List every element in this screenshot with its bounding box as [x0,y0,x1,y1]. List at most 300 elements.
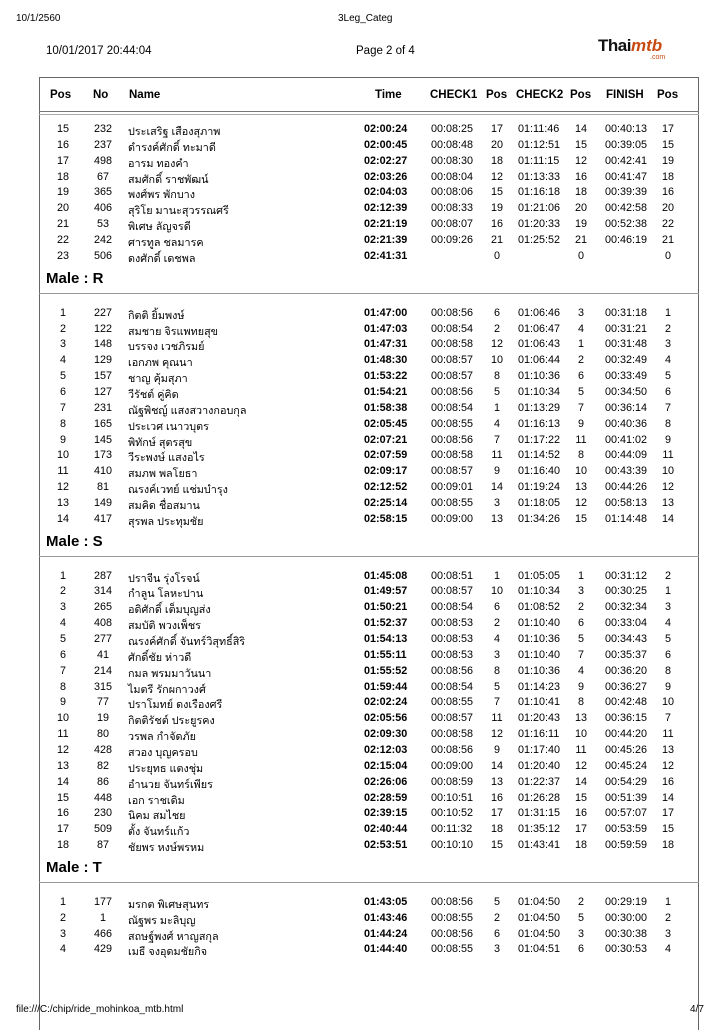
cell-check1-pos: 6 [493,927,500,940]
cell-check2-time: 01:21:06 [518,202,561,215]
cell-check1-time: 00:08:54 [431,322,474,335]
cell-check2-pos: 6 [577,617,584,630]
cell-check2-pos: 7 [577,648,584,661]
cell-bib-no: 506 [93,249,112,262]
cell-check2-time: 01:10:40 [518,617,561,630]
cell-check2-time: 01:16:18 [518,186,561,199]
cell-pos: 1 [59,569,66,582]
cell-check2-time: 01:10:36 [518,664,561,677]
cell-finish-pos: 5 [664,370,671,383]
cell-total-time: 02:53:51 [364,839,408,851]
cell-check1-time: 00:08:59 [431,775,474,788]
cell-bib-no: 149 [93,496,112,509]
cell-check2-time: 01:16:13 [518,417,561,430]
cell-check2-time: 01:08:52 [518,601,561,614]
table-row [0,681,728,697]
table-row [0,250,728,266]
cell-finish-time: 00:39:05 [605,138,648,151]
cell-check1-pos: 3 [493,648,500,661]
cell-bib-no: 19 [96,712,109,725]
cell-finish-pos: 13 [661,496,674,509]
cell-check2-time: 01:31:15 [518,807,561,820]
cell-check2-pos: 0 [577,249,584,262]
cell-total-time: 02:05:45 [364,417,408,430]
cell-bib-no: 127 [93,385,112,398]
cell-check2-pos: 6 [577,370,584,383]
cell-total-time: 01:55:52 [364,664,408,677]
cell-finish-pos: 9 [664,433,671,446]
cell-check2-pos: 18 [574,839,587,851]
cell-check2-time: 01:11:15 [518,154,560,167]
cell-check2-pos: 19 [574,218,587,231]
cell-bib-no: 173 [93,449,112,462]
cell-rider-name: อารม ทองคำ [128,157,189,170]
col-header-check2: CHECK2 [516,89,564,101]
cell-finish-pos: 1 [664,585,671,598]
cell-bib-no: 230 [93,807,112,820]
cell-check1-pos: 4 [493,633,500,645]
cell-total-time: 02:12:39 [364,202,408,215]
cell-finish-time: 00:59:59 [605,839,648,851]
cell-check2-pos: 5 [577,385,584,398]
cell-finish-pos: 8 [664,417,671,430]
cell-finish-time: 00:34:50 [605,385,648,398]
cell-bib-no: 227 [93,306,112,319]
cell-total-time: 02:21:19 [364,218,408,231]
cell-rider-name: ประยุทธ แตงชุ่ม [128,762,204,775]
cell-finish-pos: 19 [661,154,674,167]
cell-bib-no: 448 [93,791,112,804]
cell-check2-pos: 4 [577,322,584,335]
table-row [0,354,728,370]
table-row [0,370,728,386]
cell-check2-pos: 21 [574,233,587,246]
cell-finish-time: 00:40:36 [605,417,648,430]
cell-finish-pos: 9 [664,680,671,693]
cell-check2-pos: 9 [577,680,584,693]
cell-bib-no: 410 [93,465,112,478]
cell-finish-time: 00:51:39 [605,791,648,804]
cell-bib-no: 145 [93,433,112,446]
cell-pos: 6 [59,385,66,398]
cell-total-time: 01:44:40 [364,943,408,956]
col-header-finish: FINISH [606,89,644,101]
cell-rider-name: เอก ราชเดิม [128,794,185,807]
cell-check1-time: 00:08:25 [431,123,474,135]
cell-rider-name: ณรงค์เวทย์ แช่มบำรุง [128,484,228,496]
cell-check1-time: 00:08:48 [431,138,474,151]
cell-bib-no: 80 [96,728,109,741]
table-row [0,912,728,928]
cell-bib-no: 67 [96,170,109,183]
cell-bib-no: 86 [96,775,109,788]
table-row [0,202,728,218]
cell-check1-time: 00:08:55 [431,696,474,709]
cell-finish-pos: 6 [664,385,671,398]
cell-pos: 14 [56,512,69,525]
cell-pos: 5 [59,370,66,383]
cell-check2-time: 01:13:33 [518,170,561,183]
cell-rider-name: พงศ์พร พักบาง [128,189,196,202]
cell-finish-pos: 2 [664,569,671,582]
cell-pos: 17 [56,823,69,836]
cell-finish-time: 00:33:04 [605,617,648,630]
cell-bib-no: 314 [93,585,112,598]
cell-pos: 19 [56,186,69,199]
cell-finish-time: 00:43:39 [605,465,648,478]
cell-check1-time: 00:08:33 [431,202,474,215]
cell-finish-time: 00:54:29 [605,775,648,788]
cell-check1-pos: 14 [490,481,503,493]
cell-finish-pos: 3 [664,927,671,940]
cell-pos: 1 [59,895,66,908]
cell-rider-name: ดงศักดิ์ เดชพล [128,252,196,265]
cell-total-time: 01:54:21 [364,385,408,398]
cell-finish-time: 00:44:09 [605,449,648,462]
cell-check1-pos: 2 [493,322,500,335]
cell-bib-no: 82 [96,759,109,772]
cell-check2-pos: 16 [574,170,587,183]
cell-check1-pos: 16 [490,218,503,231]
cell-total-time: 01:47:03 [364,322,408,335]
table-row [0,696,728,712]
cell-total-time: 01:47:00 [364,306,408,319]
cell-check2-time: 01:20:40 [518,759,561,772]
category-divider [39,556,699,557]
cell-check2-pos: 14 [574,123,587,135]
table-row [0,570,728,586]
cell-bib-no: 232 [93,123,112,135]
cell-finish-pos: 17 [661,123,674,135]
cell-check1-pos: 10 [490,354,503,367]
cell-check2-pos: 3 [577,927,584,940]
cell-check2-pos: 8 [577,696,584,709]
table-row [0,712,728,728]
cell-rider-name: ไมตรี รักผกาวงศ์ [128,683,206,696]
cell-pos: 18 [56,170,69,183]
cell-check2-pos: 14 [574,775,587,788]
cell-check2-time: 01:20:33 [518,218,561,231]
table-row [0,744,728,760]
cell-check1-time: 00:08:54 [431,401,474,414]
cell-rider-name: ศารทูล ชลมารค [128,236,204,249]
cell-finish-time: 00:44:20 [605,728,648,741]
cell-finish-time: 00:57:07 [605,807,648,820]
cell-finish-time: 00:53:59 [605,823,648,836]
cell-check2-pos: 5 [577,633,584,645]
table-row [0,617,728,633]
cell-check1-pos: 15 [490,186,503,199]
cell-check1-pos: 19 [490,202,503,215]
cell-total-time: 01:43:46 [364,911,408,924]
cell-bib-no: 287 [93,569,112,582]
cell-check1-pos: 9 [493,465,500,478]
table-row [0,123,728,139]
cell-total-time: 02:58:15 [364,512,408,525]
cell-check2-time: 01:25:52 [518,233,561,246]
table-row [0,760,728,776]
cell-rider-name: ประเสริฐ เสืองสุภาพ [128,126,221,138]
cell-check2-pos: 8 [577,449,584,462]
thaimtb-logo[interactable] [598,36,684,62]
cell-check1-time: 00:08:30 [431,154,474,167]
cell-check2-time: 01:17:40 [518,743,561,756]
cell-finish-time: 00:36:14 [605,401,648,414]
cell-rider-name: สมชาย จิรแพทยสุข [128,325,219,338]
cell-check2-pos: 15 [574,512,587,525]
cell-check1-pos: 12 [490,170,503,183]
cell-bib-no: 1 [99,911,106,924]
cell-finish-pos: 2 [664,911,671,924]
table-row [0,943,728,959]
cell-check1-time: 00:08:56 [431,306,474,319]
cell-total-time: 02:02:24 [364,696,408,709]
cell-bib-no: 231 [93,401,112,414]
cell-total-time: 02:09:30 [364,728,408,741]
cell-rider-name: กิตติรัชต์ ประยูรคง [128,715,215,728]
cell-check1-time: 00:08:56 [431,927,474,940]
cell-pos: 23 [56,249,69,262]
cell-check2-pos: 10 [574,465,587,478]
cell-total-time: 02:15:04 [364,759,408,772]
cell-rider-name: ชาญ คุ้มสุภา [128,373,188,386]
cell-finish-pos: 8 [664,664,671,677]
cell-bib-no: 41 [96,648,109,661]
cell-check1-pos: 16 [490,791,503,804]
cell-total-time: 02:00:24 [364,123,408,135]
cell-finish-time: 00:45:24 [605,759,648,772]
cell-bib-no: 428 [93,743,112,756]
cell-check2-time: 01:34:26 [518,512,561,525]
cell-check1-time: 00:11:32 [431,823,473,836]
cell-finish-time: 00:29:19 [605,895,648,908]
cell-check1-time: 00:08:57 [431,585,474,598]
cell-check2-pos: 6 [577,943,584,956]
cell-check1-pos: 11 [491,449,503,462]
cell-finish-time: 00:30:00 [605,911,648,924]
cell-bib-no: 214 [93,664,112,677]
cell-check1-pos: 0 [493,249,500,262]
cell-check1-time: 00:08:56 [431,895,474,908]
cell-check2-pos: 12 [574,496,587,509]
cell-check1-time: 00:08:54 [431,601,474,614]
cell-rider-name: ชัยพร หงษ์พรหม [128,842,205,854]
cell-total-time: 01:43:05 [364,895,408,908]
cell-total-time: 02:39:15 [364,807,408,820]
cell-rider-name: เอกภพ คุณนา [128,357,193,370]
cell-check2-pos: 11 [575,433,587,446]
cell-check2-pos: 2 [577,895,584,908]
cell-total-time: 02:09:17 [364,465,408,478]
cell-total-time: 02:28:59 [364,791,408,804]
cell-check2-time: 01:06:43 [518,338,561,351]
cell-finish-time: 00:42:41 [605,154,648,167]
header-divider [39,111,699,112]
cell-total-time: 02:25:14 [364,496,408,509]
col-header-time: Time [375,89,402,101]
table-row [0,601,728,617]
cell-bib-no: 53 [96,218,109,231]
table-row [0,776,728,792]
cell-check1-pos: 21 [490,233,503,246]
cell-check1-pos: 3 [493,496,500,509]
table-row [0,434,728,450]
cell-finish-time: 00:44:26 [605,481,648,493]
cell-bib-no: 165 [93,417,112,430]
cell-check2-pos: 5 [577,911,584,924]
cell-rider-name: อำนวย จันทร์เพียร [128,778,213,791]
cell-pos: 17 [56,154,69,167]
cell-finish-time: 00:42:58 [605,202,648,215]
cell-bib-no: 177 [93,895,112,908]
cell-check1-pos: 12 [490,338,503,351]
cell-check1-time: 00:08:56 [431,433,474,446]
cell-bib-no: 498 [93,154,112,167]
cell-check1-time: 00:08:53 [431,633,474,645]
cell-finish-pos: 2 [664,322,671,335]
cell-pos: 18 [56,839,69,851]
cell-finish-pos: 3 [664,601,671,614]
table-row [0,513,728,529]
cell-check1-pos: 2 [493,911,500,924]
cell-rider-name: ปราโมทย์ ดงเรืองศรี [128,699,223,712]
cell-bib-no: 365 [93,186,112,199]
cell-check1-time: 00:08:51 [431,569,474,582]
cell-finish-pos: 12 [661,759,674,772]
cell-check2-pos: 4 [577,664,584,677]
category-heading: Male : S [46,532,103,550]
cell-check1-time: 00:08:58 [431,338,474,351]
cell-pos: 4 [59,617,66,630]
cell-check2-time: 01:22:37 [518,775,561,788]
table-row [0,665,728,681]
cell-finish-pos: 15 [661,823,674,836]
cell-check1-pos: 6 [493,601,500,614]
cell-check1-pos: 10 [490,585,503,598]
cell-bib-no: 242 [93,233,112,246]
cell-finish-pos: 10 [661,696,674,709]
cell-check1-time: 00:08:55 [431,417,474,430]
category-divider [39,293,699,294]
cell-check1-pos: 8 [493,370,500,383]
cell-bib-no: 315 [93,680,112,693]
cell-pos: 3 [59,927,66,940]
cell-total-time: 01:44:24 [364,927,408,940]
cell-check1-time: 00:08:55 [431,496,474,509]
cell-check2-time: 01:06:46 [518,306,561,319]
cell-bib-no: 466 [93,927,112,940]
cell-pos: 3 [59,338,66,351]
cell-finish-time: 00:31:12 [605,569,648,582]
table-row [0,633,728,649]
cell-check2-pos: 10 [574,728,587,741]
cell-finish-pos: 21 [661,233,674,246]
table-row [0,155,728,171]
cell-finish-time: 00:31:48 [605,338,648,351]
cell-pos: 9 [59,433,66,446]
cell-total-time: 01:55:11 [364,648,407,661]
cell-bib-no: 157 [93,370,112,383]
cell-check2-time: 01:13:29 [518,401,561,414]
cell-total-time: 01:58:38 [364,401,408,414]
cell-check1-pos: 12 [490,728,503,741]
cell-finish-pos: 18 [661,839,674,851]
cell-check1-pos: 3 [493,943,500,956]
cell-check2-time: 01:10:41 [518,696,561,709]
cell-check1-pos: 5 [493,680,500,693]
cell-check1-pos: 1 [493,569,500,582]
print-date: 10/1/2560 [16,13,61,24]
cell-check1-pos: 17 [490,807,503,820]
cell-check1-time: 00:08:57 [431,465,474,478]
cell-finish-time: 00:39:39 [605,186,648,199]
cell-check1-time: 00:08:57 [431,354,474,367]
cell-rider-name: พิเศษ ลัญจรดี [128,221,191,234]
cell-check1-time: 00:08:55 [431,911,474,924]
cell-check2-pos: 7 [577,401,584,414]
cell-check1-time: 00:08:54 [431,680,474,693]
cell-finish-time: 00:35:37 [605,648,648,661]
cell-total-time: 01:52:37 [364,617,408,630]
cell-check1-pos: 4 [493,417,500,430]
cell-check1-pos: 8 [493,664,500,677]
report-datetime: 10/01/2017 20:44:04 [46,45,152,57]
cell-finish-time: 00:36:15 [605,712,648,725]
cell-check2-pos: 12 [574,759,587,772]
cell-total-time: 01:47:31 [364,338,408,351]
cell-finish-pos: 6 [664,648,671,661]
header-divider-inner [39,114,699,115]
cell-check1-pos: 1 [493,401,500,414]
table-row [0,792,728,808]
cell-finish-time: 00:36:27 [605,680,648,693]
cell-finish-time: 00:31:18 [605,306,648,319]
cell-rider-name: สวอง บุญครอบ [128,746,198,759]
cell-finish-pos: 11 [662,728,674,741]
cell-check2-time: 01:35:12 [518,823,561,836]
cell-bib-no: 509 [93,823,112,836]
cell-finish-time: 00:40:13 [605,123,648,135]
cell-check2-pos: 17 [574,823,587,836]
cell-check2-pos: 12 [574,154,587,167]
cell-rider-name: สถษฐ์พงศ์ หาญสกุล [128,930,219,943]
category-heading: Male : R [46,269,104,287]
cell-check2-time: 01:16:11 [518,728,560,741]
cell-check1-pos: 6 [493,306,500,319]
cell-check1-time: 00:08:57 [431,712,474,725]
cell-check2-time: 01:06:44 [518,354,561,367]
cell-check1-time: 00:08:57 [431,370,474,383]
col-header-pos3: Pos [657,89,679,101]
cell-check1-time: 00:10:10 [431,839,474,851]
cell-total-time: 01:53:22 [364,370,408,383]
cell-check2-time: 01:04:51 [518,943,561,956]
cell-finish-pos: 4 [664,617,671,630]
cell-rider-name: วรพล กำจัดภัย [128,731,196,744]
cell-check2-pos: 13 [574,712,587,725]
cell-total-time: 02:04:03 [364,186,408,199]
cell-check1-time: 00:09:01 [431,481,474,493]
cell-rider-name: บรรจง เวชภิรมย์ [128,341,205,354]
cell-rider-name: วีระพงษ์ แสงอไร [128,452,205,465]
table-row [0,928,728,944]
cell-check2-time: 01:10:34 [518,585,561,598]
cell-finish-time: 00:30:38 [605,927,648,940]
cell-finish-time: 00:30:53 [605,943,648,956]
cell-rider-name: สุริโย มานะสุวรรณศรี [128,205,229,218]
cell-check1-pos: 7 [493,696,500,709]
cell-finish-time: 00:58:13 [605,496,648,509]
